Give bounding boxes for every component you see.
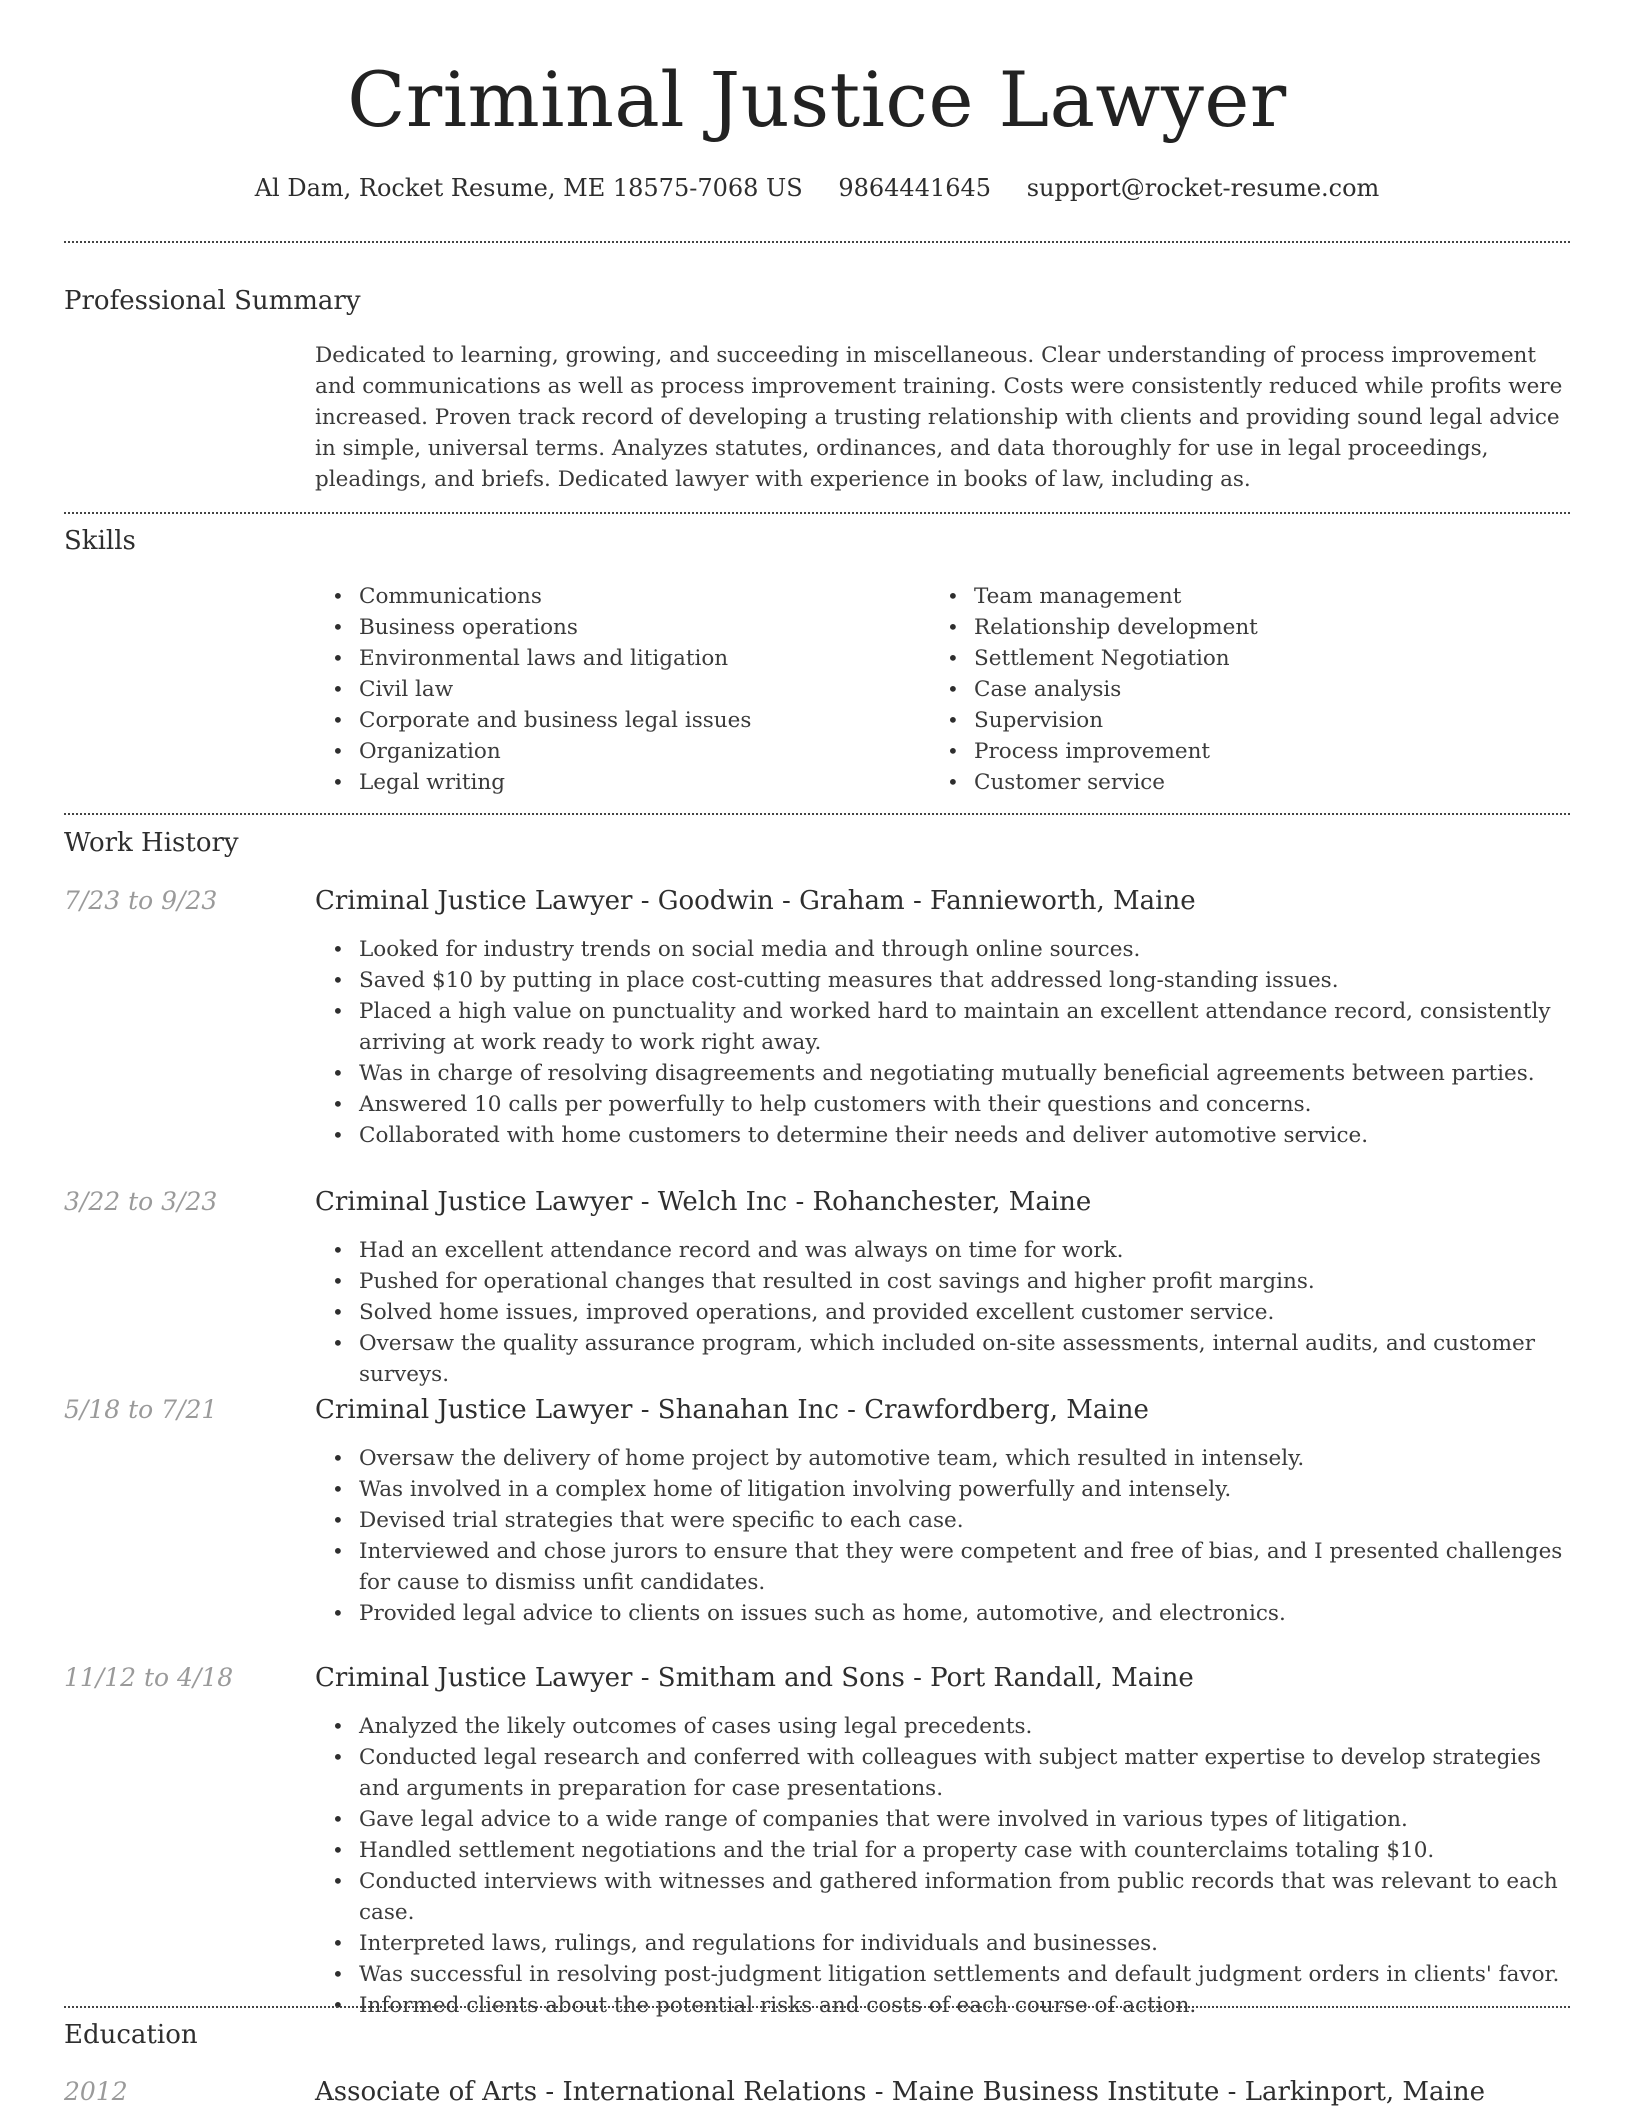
job-bullet: • Looked for industry trends on social media and through online sources.	[315, 934, 1570, 965]
contact-address: Al Dam, Rocket Resume, ME 18575-7068 US	[254, 174, 803, 202]
skill-item: • Case analysis	[930, 674, 1530, 705]
skill-item: • Customer service	[930, 767, 1530, 798]
job-bullet: • Analyzed the likely outcomes of cases using legal precedents.	[315, 1711, 1570, 1742]
section-divider	[64, 2006, 1570, 2008]
job-bullets	[315, 934, 1570, 1151]
skill-item: • Organization	[315, 736, 915, 767]
work-history-heading: Work History	[64, 828, 239, 858]
summary-text: Dedicated to learning, growing, and succeeding in miscellaneous. Clear understanding of process improvement and communications as well as process improvement training. Costs were consistently reduced while profits were increased. Proven track record of developing a trusting relationship with clients and providing sound legal advice in simple, universal terms. Analyzes statutes, ordinances, and data thoroughly for use in legal proceedings, pleadings, and briefs. Dedicated lawyer with experience in books of law, including as.	[315, 343, 1563, 492]
skill-item: • Process improvement	[930, 736, 1530, 767]
skills-list-left	[315, 581, 915, 798]
job-bullets	[315, 1443, 1570, 1629]
section-divider	[64, 241, 1570, 243]
contact-phone: 9864441645	[838, 174, 992, 202]
job-bullets	[315, 1235, 1570, 1390]
job-title: Criminal Justice Lawyer - Smitham and Sons - Port Randall, Maine	[315, 1663, 1194, 1693]
skill-item: • Settlement Negotiation	[930, 643, 1530, 674]
job-bullet: • Handled settlement negotiations and the trial for a property case with counterclaims totaling $10.	[315, 1835, 1570, 1866]
job-bullet: • Conducted interviews with witnesses and gathered information from public records that was relevant to each case.	[315, 1866, 1570, 1928]
job-bullet: • Saved $10 by putting in place cost-cutting measures that addressed long-standing issues.	[315, 965, 1570, 996]
skills-list-right	[930, 581, 1530, 798]
job-date: 7/23 to 9/23	[64, 886, 218, 915]
skill-item: • Relationship development	[930, 612, 1530, 643]
job-bullet: • Was involved in a complex home of litigation involving powerfully and intensely.	[315, 1474, 1570, 1505]
job-title: Criminal Justice Lawyer - Welch Inc - Rohanchester, Maine	[315, 1187, 1092, 1217]
skill-item: • Supervision	[930, 705, 1530, 736]
job-bullet: • Devised trial strategies that were specific to each case.	[315, 1505, 1570, 1536]
skill-item: • Civil law	[315, 674, 915, 705]
job-bullet: • Pushed for operational changes that resulted in cost savings and higher profit margins.	[315, 1266, 1570, 1297]
education-title: Associate of Arts - International Relations - Maine Business Institute - Larkinport, Maine	[315, 2077, 1485, 2107]
skill-item: • Business operations	[315, 612, 915, 643]
job-bullet: • Interviewed and chose jurors to ensure that they were competent and free of bias, and I presented challenges for cause to dismiss unfit candidates.	[315, 1536, 1570, 1598]
skills-heading: Skills	[64, 526, 136, 556]
job-bullet: • Gave legal advice to a wide range of companies that were involved in various types of litigation.	[315, 1804, 1570, 1835]
job-bullet: • Answered 10 calls per powerfully to help customers with their questions and concerns.	[315, 1089, 1570, 1120]
job-bullet: • Oversaw the quality assurance program, which included on-site assessments, internal audits, and customer surveys.	[315, 1328, 1570, 1390]
job-date: 3/22 to 3/23	[64, 1187, 218, 1216]
job-title: Criminal Justice Lawyer - Shanahan Inc - Crawfordberg, Maine	[315, 1395, 1149, 1425]
contact-email: support@rocket-resume.com	[1026, 174, 1380, 202]
job-bullet: • Interpreted laws, rulings, and regulations for individuals and businesses.	[315, 1928, 1570, 1959]
job-bullet: • Had an excellent attendance record and was always on time for work.	[315, 1235, 1570, 1266]
job-title: Criminal Justice Lawyer - Goodwin - Graham - Fannieworth, Maine	[315, 886, 1196, 916]
job-bullet: • Provided legal advice to clients on issues such as home, automotive, and electronics.	[315, 1598, 1570, 1629]
candidate-name: Criminal Justice Lawyer	[347, 55, 1287, 144]
job-bullet: • Collaborated with home customers to determine their needs and deliver automotive service.	[315, 1120, 1570, 1151]
skill-item: • Legal writing	[315, 767, 915, 798]
contact-line	[64, 170, 1570, 206]
job-bullets	[315, 1711, 1570, 2021]
job-bullet: • Conducted legal research and conferred with colleagues with subject matter expertise to develop strategies and arguments in preparation for case presentations.	[315, 1742, 1570, 1804]
job-bullet: • Informed clients about the potential risks and costs of each course of action.	[315, 1990, 1570, 2021]
skill-item: • Corporate and business legal issues	[315, 705, 915, 736]
summary-heading: Professional Summary	[64, 286, 361, 316]
section-divider	[64, 813, 1570, 815]
job-bullet: • Solved home issues, improved operations, and provided excellent customer service.	[315, 1297, 1570, 1328]
job-date: 5/18 to 7/21	[64, 1395, 218, 1424]
job-bullet: • Placed a high value on punctuality and worked hard to maintain an excellent attendance record, consistently arriving at work ready to work right away.	[315, 996, 1570, 1058]
education-heading: Education	[64, 2020, 198, 2050]
section-divider	[64, 512, 1570, 514]
skill-item: • Team management	[930, 581, 1530, 612]
job-date: 11/12 to 4/18	[64, 1663, 234, 1692]
job-bullet: • Was successful in resolving post-judgment litigation settlements and default judgment orders in clients' favor.	[315, 1959, 1570, 1990]
job-bullet: • Oversaw the delivery of home project by automotive team, which resulted in intensely.	[315, 1443, 1570, 1474]
skill-item: • Communications	[315, 581, 915, 612]
skill-item: • Environmental laws and litigation	[315, 643, 915, 674]
education-date: 2012	[64, 2077, 128, 2106]
job-bullet: • Was in charge of resolving disagreements and negotiating mutually beneficial agreements between parties.	[315, 1058, 1570, 1089]
